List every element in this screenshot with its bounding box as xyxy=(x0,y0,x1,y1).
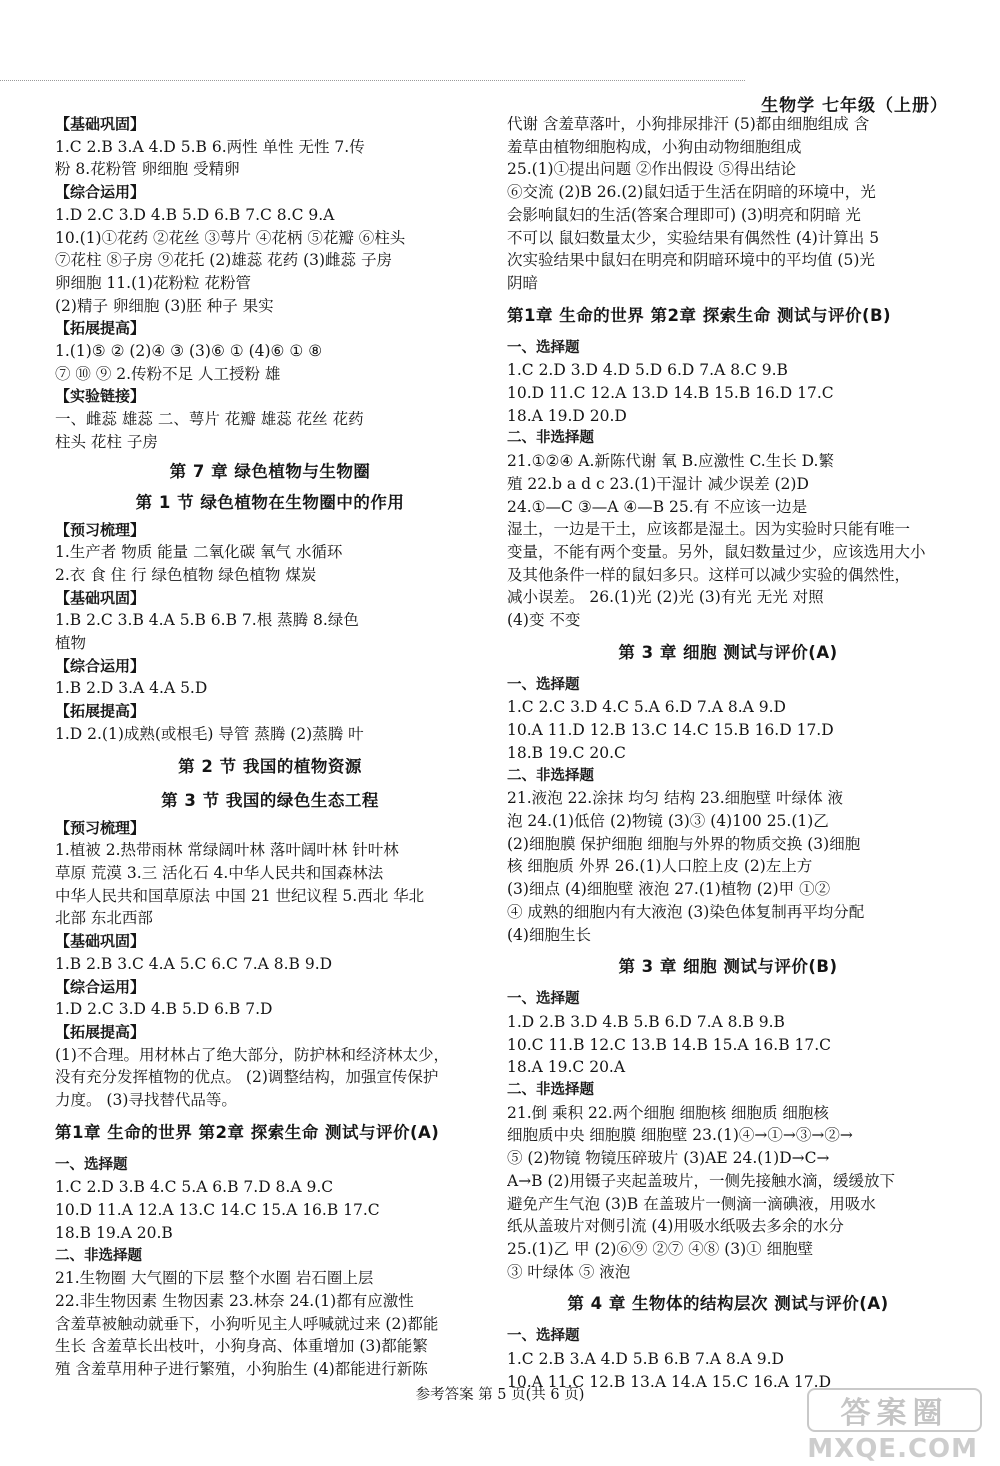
page-footer: 参考答案 第 5 页(共 6 页) xyxy=(415,1387,585,1403)
answer-line: (2)精子 卵细胞 (3)胚 种子 果实 xyxy=(55,296,274,315)
answer-line: (4)细胞生长 xyxy=(507,925,591,944)
answer-line: 1.C 2.D 3.D 4.D 5.D 6.D 7.A 8.C 9.B xyxy=(507,361,788,380)
header-dotted-rule xyxy=(0,80,745,81)
answer-line: 核 细胞质 外界 26.(1)人口腔上皮 (2)左上方 xyxy=(507,857,813,876)
answer-line: 10.A 11.C 12.B 13.A 14.A 15.C 16.A 17.D xyxy=(507,1372,832,1391)
answer-line: 1.D 2.C 3.D 4.B 5.D 6.B 7.D xyxy=(55,1000,273,1019)
answer-line: 次实验结果中鼠妇在明亮和阴暗环境中的平均值 (5)光 xyxy=(507,251,875,270)
answer-line: 羞草由植物细胞构成，小狗由动物细胞组成 xyxy=(507,137,802,156)
answer-line: (1)不合理。用材林占了绝大部分，防护林和经济林太少， xyxy=(55,1045,449,1064)
answer-line: 10.A 11.D 12.B 13.C 14.C 15.B 16.D 17.D xyxy=(507,721,834,740)
chapter-heading: 第1章 生命的世界 第2章 探索生命 测试与评价(A) xyxy=(55,1122,440,1142)
answer-line: 18.A 19.C 20.A xyxy=(507,1058,626,1077)
chapter-heading: 第 4 章 生物体的结构层次 测试与评价(A) xyxy=(567,1294,889,1314)
answer-line: 中华人民共和国草原法 中国 21 世纪议程 5.西北 华北 xyxy=(55,886,425,905)
answer-line: 会影响鼠妇的生活(答案合理即可) (3)明亮和阴暗 光 xyxy=(507,205,861,224)
answer-line: 1.C 2.C 3.D 4.C 5.A 6.D 7.A 8.A 9.D xyxy=(507,698,786,717)
answer-line: 22.非生物因素 生物因素 23.林奈 24.(1)都有应激性 xyxy=(55,1291,414,1310)
watermark-domain: MXQE.COM xyxy=(807,1434,978,1464)
answer-line: 植物 xyxy=(55,634,87,653)
answer-line: 没有充分发挥植物的优点。 (2)调整结构，加强宣传保护 xyxy=(55,1068,439,1087)
answer-line: 生长 含羞草长出枝叶，小狗身高、体重增加 (3)都能繁 xyxy=(55,1337,428,1356)
question-type-heading: 二、非选择题 xyxy=(55,1247,142,1264)
section-label: 【拓展提高】 xyxy=(55,702,146,721)
answer-line: 细胞质中央 细胞膜 细胞壁 23.(1)④→①→③→②→ xyxy=(507,1126,853,1145)
answer-line: 24.①—C ③—A ④—B 25.有 不应该一边是 xyxy=(507,497,808,516)
answer-line: 21.生物圈 大气圈的下层 整个水圈 岩石圈上层 xyxy=(55,1269,374,1288)
answer-line: (2)细胞膜 保护细胞 细胞与外界的物质交换 (3)细胞 xyxy=(507,834,861,853)
chapter-heading: 第 7 章 绿色植物与生物圈 xyxy=(169,461,371,481)
answer-line: 殖 含羞草用种子进行繁殖，小狗胎生 (4)都能进行新陈 xyxy=(55,1360,428,1379)
answer-line: 21.液泡 22.涂抹 均匀 结构 23.细胞壁 叶绿体 液 xyxy=(507,789,844,808)
section-label: 【综合运用】 xyxy=(55,656,146,675)
section-label: 【预习梳理】 xyxy=(55,818,146,837)
answer-line: 1.D 2.B 3.D 4.B 5.B 6.D 7.A 8.B 9.B xyxy=(507,1012,785,1031)
answer-line: 及其他条件一样的鼠妇多只。这样可以减少实验的偶然性， xyxy=(507,565,911,584)
answer-line: 10.C 11.B 12.C 13.B 14.B 15.A 16.B 17.C xyxy=(507,1035,832,1054)
answer-line: 1.B 2.D 3.A 4.A 5.D xyxy=(55,679,208,698)
question-type-heading: 二、非选择题 xyxy=(507,430,594,447)
chapter-heading: 第1章 生命的世界 第2章 探索生命 测试与评价(B) xyxy=(507,305,892,325)
answer-line: 粉 8.花粉管 卵细胞 受精卵 xyxy=(55,160,240,179)
section-label: 【基础巩固】 xyxy=(55,588,146,607)
answer-line: 1.C 2.B 3.A 4.D 5.B 6.B 7.A 8.A 9.D xyxy=(507,1350,784,1369)
answer-line: 1.(1)⑤ ② (2)④ ③ (3)⑥ ① (4)⑥ ① ⑧ xyxy=(55,342,323,361)
answer-line: 18.A 19.D 20.D xyxy=(507,406,627,425)
answer-line: 力度。 (3)寻找替代品等。 xyxy=(55,1091,237,1110)
answer-line: 1.植被 2.热带雨林 常绿阔叶林 落叶阔叶林 针叶林 xyxy=(55,841,399,860)
answer-line: 避免产生气泡 (3)B 在盖玻片一侧滴一滴碘液，用吸水 xyxy=(507,1194,876,1213)
answer-line: 1.生产者 物质 能量 二氧化碳 氧气 水循环 xyxy=(55,543,343,562)
answer-column-left xyxy=(55,113,485,1381)
section-label: 【基础巩固】 xyxy=(55,115,146,133)
answer-line: 含羞草被触动就垂下，小狗听见主人呼喊就过来 (2)都能 xyxy=(55,1314,439,1333)
answer-line: 25.(1)①提出问题 ②作出假设 ⑤得出结论 xyxy=(507,160,796,179)
answer-line: ⑦花柱 ⑧子房 ⑨花托 (2)雄蕊 花药 (3)雌蕊 子房 xyxy=(55,251,392,270)
answer-line: 一、雌蕊 雄蕊 二、萼片 花瓣 雄蕊 花丝 花药 xyxy=(55,410,364,429)
answer-line: 泡 24.(1)低倍 (2)物镜 (3)③ (4)100 25.(1)乙 xyxy=(507,811,829,830)
question-type-heading: 一、选择题 xyxy=(507,676,580,693)
answer-line: 1.D 2.C 3.D 4.B 5.D 6.B 7.C 8.C 9.A xyxy=(55,205,335,224)
question-type-heading: 一、选择题 xyxy=(507,991,580,1008)
answer-line: 25.(1)乙 甲 (2)⑥⑨ ②⑦ ④⑧ (3)① 细胞壁 xyxy=(507,1239,814,1258)
watermark-stamp-text: 答案圈 xyxy=(840,1396,949,1431)
section-label: 【拓展提高】 xyxy=(55,1022,146,1041)
answer-line: 1.C 2.D 3.B 4.C 5.A 6.B 7.D 8.A 9.C xyxy=(55,1178,334,1197)
answer-line: (3)细点 (4)细胞壁 液泡 27.(1)植物 (2)甲 ①② xyxy=(507,880,831,899)
section-label: 【综合运用】 xyxy=(55,977,146,996)
answer-line: A→B (2)用镊子夹起盖玻片，一侧先接触水滴，缓缓放下 xyxy=(507,1171,895,1190)
answer-column-right xyxy=(507,113,949,1393)
answer-line: 阴暗 xyxy=(507,273,539,292)
answer-line: 21.①②④ A.新陈代谢 氧 B.应激性 C.生长 D.繁 xyxy=(507,452,834,471)
question-type-heading: 二、非选择题 xyxy=(507,767,594,784)
answer-line: 1.D 2.(1)成熟(或根毛) 导管 蒸腾 (2)蒸腾 叶 xyxy=(55,724,364,743)
section-label: 【实验链接】 xyxy=(55,387,146,406)
book-title: 生物学 七年级（上册） xyxy=(761,96,948,116)
answer-line: 2.衣 食 住 行 绿色植物 绿色植物 煤炭 xyxy=(55,565,317,584)
answer-line: ⑥交流 (2)B 26.(2)鼠妇适于生活在阴暗的环境中，光 xyxy=(507,183,876,202)
answer-line: 纸从盖玻片对侧引流 (4)用吸水纸吸去多余的水分 xyxy=(507,1217,844,1236)
question-type-heading: 二、非选择题 xyxy=(507,1082,594,1099)
answer-line: 18.B 19.A 20.B xyxy=(55,1223,173,1242)
chapter-heading: 第 3 章 细胞 测试与评价(B) xyxy=(618,957,838,977)
answer-line: ⑦ ⑩ ⑨ 2.传粉不足 人工授粉 雄 xyxy=(55,364,281,383)
section-label: 【综合运用】 xyxy=(55,183,146,202)
answer-line: 21.倒 乘积 22.两个细胞 细胞核 细胞质 细胞核 xyxy=(507,1103,829,1122)
answer-line: 湿土，一边是干土，应该都是湿土。因为实验时只能有唯一 xyxy=(507,520,911,539)
chapter-heading: 第 2 节 我国的植物资源 xyxy=(178,756,362,776)
question-type-heading: 一、选择题 xyxy=(507,1328,580,1345)
answer-line: 北部 东北西部 xyxy=(55,909,153,928)
answer-line: 变量，不能有两个变量。另外，鼠妇数量过少，应该选用大小 xyxy=(507,542,926,561)
chapter-heading: 第 3 节 我国的绿色生态工程 xyxy=(161,790,379,810)
watermark-stamp xyxy=(807,1388,982,1432)
answer-line: 1.B 2.B 3.C 4.A 5.C 6.C 7.A 8.B 9.D xyxy=(55,954,333,973)
answer-line: 18.B 19.C 20.C xyxy=(507,743,626,762)
answer-line: 减小误差。 26.(1)光 (2)光 (3)有光 无光 对照 xyxy=(507,588,824,607)
answer-line: ④ 成熟的细胞内有大液泡 (3)染色体复制再平均分配 xyxy=(507,902,865,921)
answer-line: ⑤ (2)物镜 物镜压碎玻片 (3)AE 24.(1)D→C→ xyxy=(507,1149,830,1168)
answer-line: 10.D 11.C 12.A 13.D 14.B 15.B 16.D 17.C xyxy=(507,384,834,403)
answer-line: 卵细胞 11.(1)花粉粒 花粉管 xyxy=(55,273,251,292)
section-label: 【拓展提高】 xyxy=(55,319,146,338)
answer-line: 10.D 11.A 12.A 13.C 14.C 15.A 16.B 17.C xyxy=(55,1201,380,1220)
chapter-heading: 第 1 节 绿色植物在生物圈中的作用 xyxy=(135,492,405,512)
question-type-heading: 一、选择题 xyxy=(507,339,580,356)
answer-line: ③ 叶绿体 ⑤ 液泡 xyxy=(507,1262,631,1281)
question-type-heading: 一、选择题 xyxy=(55,1156,128,1173)
answer-line: 1.B 2.C 3.B 4.A 5.B 6.B 7.根 蒸腾 8.绿色 xyxy=(55,611,359,630)
answer-line: 草原 荒漠 3.三 活化石 4.中华人民共和国森林法 xyxy=(55,863,384,882)
answer-line: 柱头 花柱 子房 xyxy=(55,432,158,451)
answer-line: 10.(1)①花药 ②花丝 ③萼片 ④花柄 ⑤花瓣 ⑥柱头 xyxy=(55,228,406,247)
answer-line: 1.C 2.B 3.A 4.D 5.B 6.两性 单性 无性 7.传 xyxy=(55,137,365,156)
answer-line: 不可以 鼠妇数量太少，实验结果有偶然性 (4)计算出 5 xyxy=(507,228,880,247)
answer-line: (4)变 不变 xyxy=(507,611,581,630)
chapter-heading: 第 3 章 细胞 测试与评价(A) xyxy=(618,642,838,662)
section-label: 【基础巩固】 xyxy=(55,932,146,951)
answer-line: 殖 22.b a d c 23.(1)干湿计 减少误差 (2)D xyxy=(507,474,809,493)
answer-line: 代谢 含羞草落叶，小狗排尿排汗 (5)都由细胞组成 含 xyxy=(507,115,870,133)
section-label: 【预习梳理】 xyxy=(55,520,146,539)
